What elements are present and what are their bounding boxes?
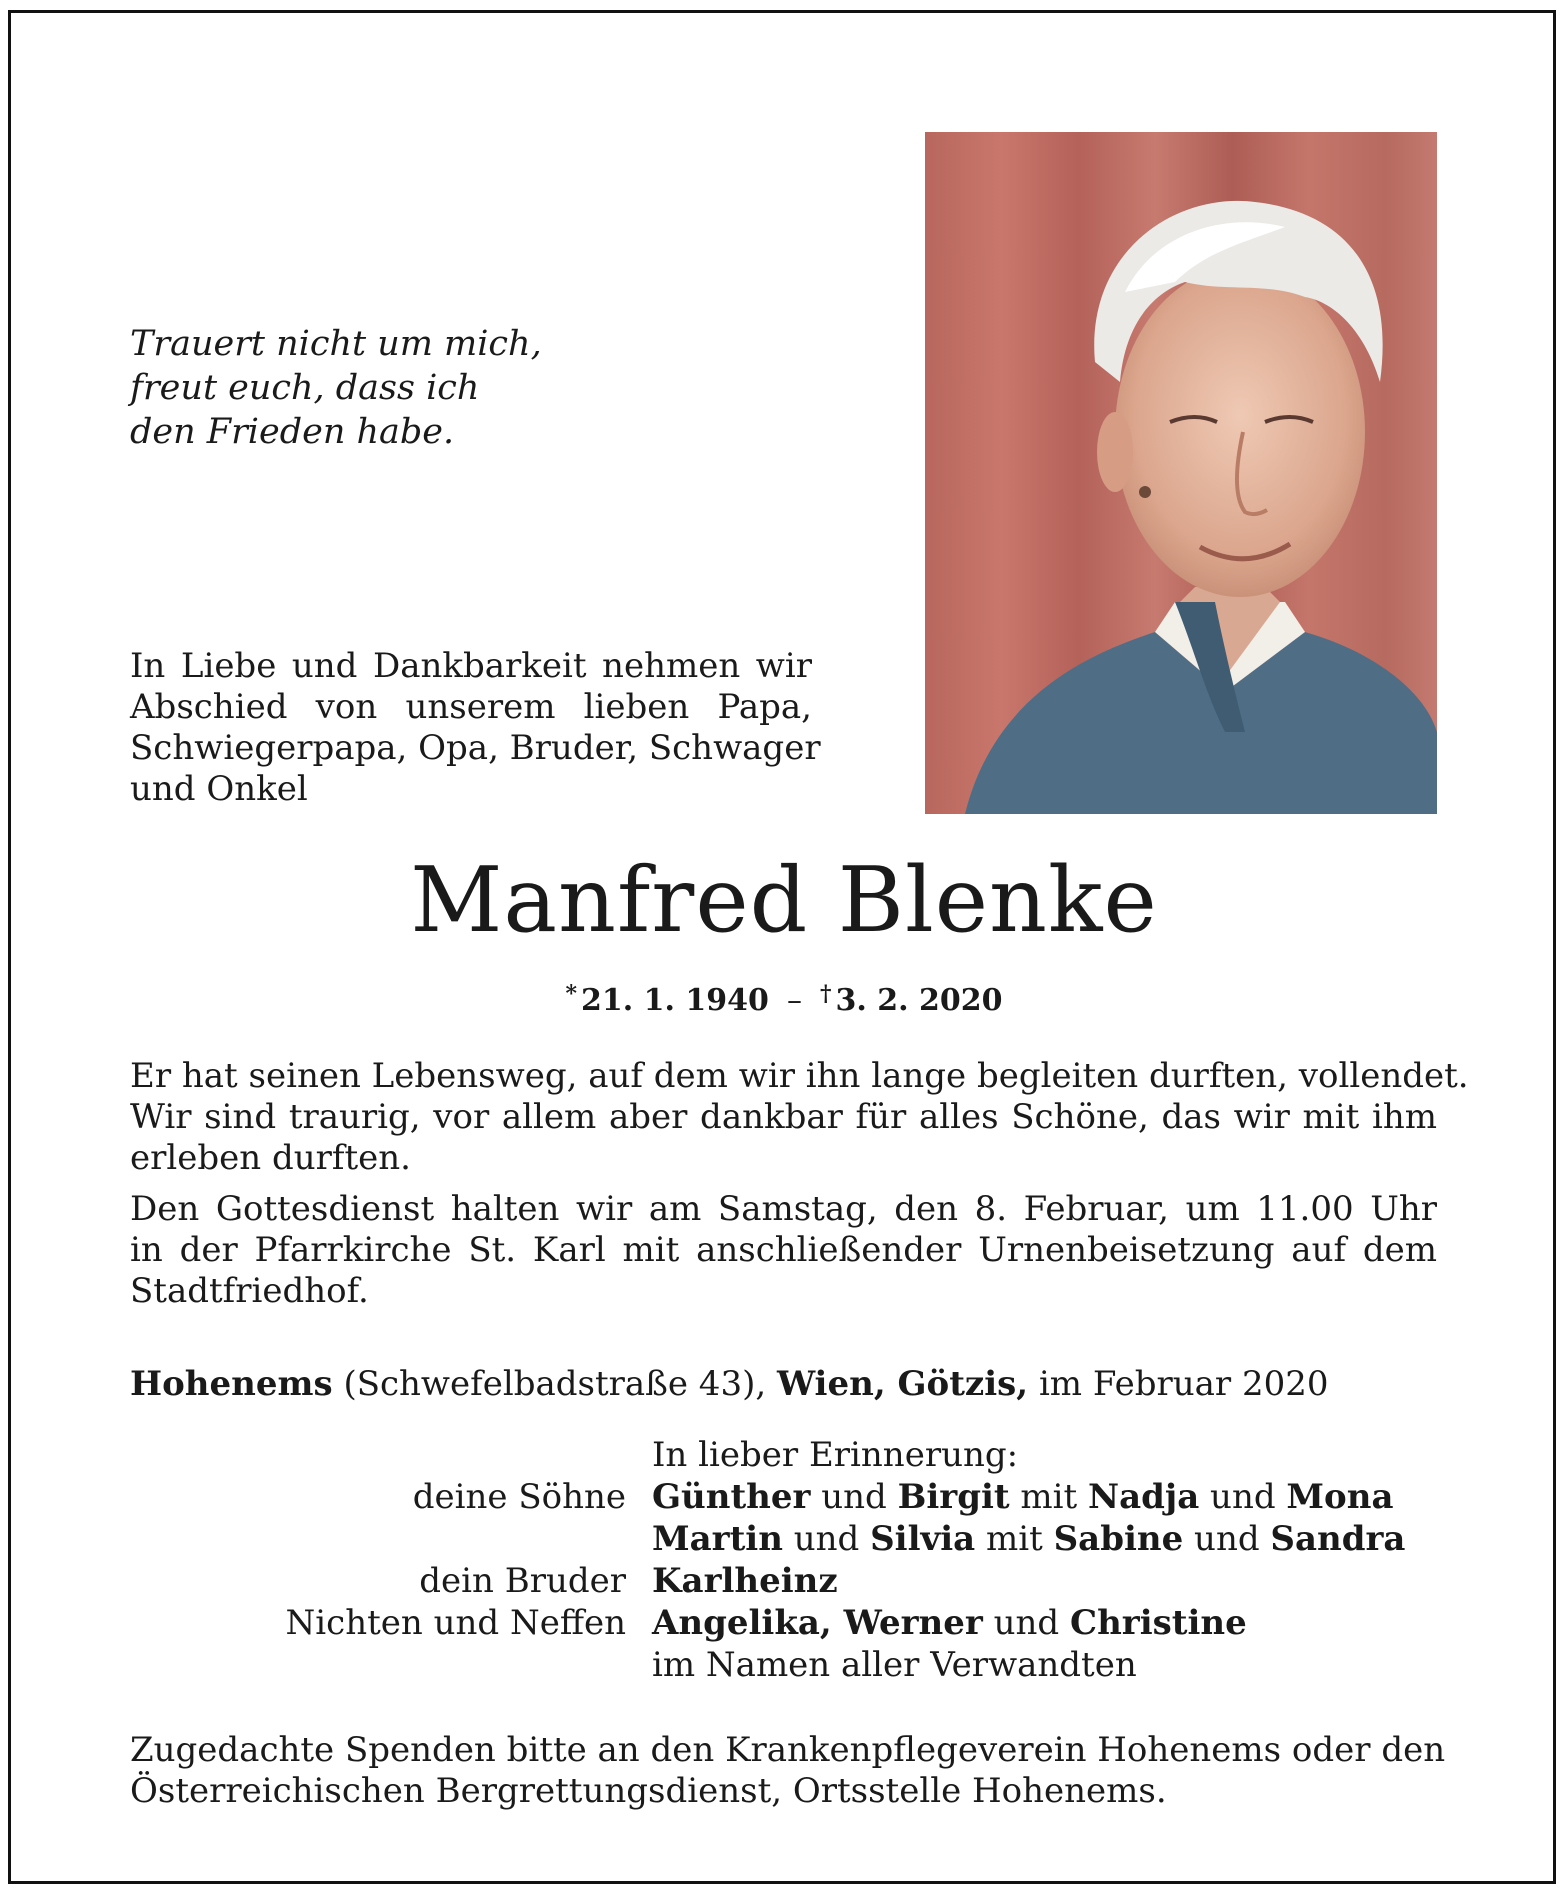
family-member: Sandra bbox=[1270, 1519, 1406, 1559]
family-member: Sabine bbox=[1053, 1519, 1184, 1559]
service-paragraph bbox=[130, 1189, 1437, 1312]
family-member: Günther bbox=[652, 1477, 811, 1517]
life-dates bbox=[0, 972, 1568, 1023]
family-names bbox=[652, 1602, 1247, 1644]
quote-line: Trauert nicht um mich, bbox=[130, 324, 542, 364]
family-member: Angelika, Werner bbox=[652, 1603, 983, 1643]
family-member: Martin bbox=[652, 1519, 783, 1559]
conjunction: und bbox=[993, 1603, 1060, 1643]
place-date: im Februar 2020 bbox=[1038, 1364, 1329, 1404]
conjunction: mit bbox=[1020, 1477, 1078, 1517]
paragraph-line: erleben durften. bbox=[130, 1138, 411, 1178]
family-row bbox=[0, 1434, 1568, 1476]
intro-line: und Onkel bbox=[130, 769, 308, 809]
family-list bbox=[0, 1434, 1568, 1686]
intro-text bbox=[130, 646, 821, 810]
family-member: Birgit bbox=[897, 1477, 1010, 1517]
place-city: Hohenems bbox=[130, 1364, 333, 1404]
quote-line: freut euch, dass ich bbox=[130, 368, 480, 408]
conjunction: mit bbox=[986, 1519, 1043, 1559]
deceased-name: Manfred Blenke bbox=[410, 848, 1158, 953]
quote-line: den Frieden habe. bbox=[130, 412, 455, 452]
conjunction: und bbox=[821, 1477, 887, 1517]
family-row bbox=[0, 1476, 1568, 1518]
conjunction: und bbox=[793, 1519, 860, 1559]
memorial-quote bbox=[130, 322, 590, 454]
place-others: Wien, Götzis, bbox=[776, 1364, 1029, 1404]
family-row bbox=[0, 1602, 1568, 1644]
family-closing: im Namen aller Verwandten bbox=[652, 1645, 1137, 1685]
intro-line: Schwiegerpapa, Opa, Bruder, Schwager bbox=[130, 728, 821, 768]
donation-note bbox=[130, 1730, 1446, 1812]
intro-line: Abschied von unserem lieben Papa, bbox=[130, 687, 812, 727]
death-symbol: † bbox=[819, 981, 832, 1007]
donation-line: Zugedachte Spenden bitte an den Krankenpflegeverein Hohenems oder den bbox=[130, 1730, 1446, 1770]
date-separator: – bbox=[786, 983, 802, 1018]
relation-label: dein Bruder bbox=[419, 1561, 626, 1601]
life-paragraph bbox=[130, 1056, 1469, 1179]
family-member: Nadja bbox=[1088, 1477, 1200, 1517]
paragraph-line: Den Gottesdienst halten wir am Samstag, den 8. Februar, um 11.00 Uhr bbox=[130, 1189, 1437, 1229]
family-member: Silvia bbox=[870, 1519, 976, 1559]
family-heading: In lieber Erinnerung: bbox=[652, 1435, 1019, 1475]
place-address: (Schwefelbadstraße 43), bbox=[343, 1364, 767, 1404]
paragraph-line: Wir sind traurig, vor allem aber dankbar für alles Schöne, das wir mit ihm bbox=[130, 1097, 1437, 1137]
family-row bbox=[0, 1560, 1568, 1602]
family-row bbox=[0, 1644, 1568, 1686]
portrait-photo bbox=[925, 132, 1437, 814]
paragraph-line: Stadtfriedhof. bbox=[130, 1271, 369, 1311]
birth-date: 21. 1. 1940 bbox=[581, 983, 769, 1018]
death-date: 3. 2. 2020 bbox=[835, 983, 1003, 1018]
family-member: Christine bbox=[1070, 1603, 1247, 1643]
family-names bbox=[652, 1518, 1405, 1560]
family-member: Mona bbox=[1286, 1477, 1394, 1517]
conjunction: und bbox=[1210, 1477, 1276, 1517]
relation-label: Nichten und Neffen bbox=[285, 1603, 626, 1643]
relation-label: deine Söhne bbox=[412, 1477, 626, 1517]
family-names bbox=[652, 1560, 838, 1602]
paragraph-line: Er hat seinen Lebensweg, auf dem wir ihn lange begleiten durften, vollendet. bbox=[130, 1056, 1469, 1096]
family-member: Karlheinz bbox=[652, 1561, 838, 1601]
family-names bbox=[652, 1476, 1394, 1518]
conjunction: und bbox=[1194, 1519, 1260, 1559]
birth-symbol: * bbox=[565, 981, 578, 1007]
paragraph-line: in der Pfarrkirche St. Karl mit anschließender Urnenbeisetzung auf dem bbox=[130, 1230, 1437, 1270]
place-and-date bbox=[130, 1362, 1329, 1406]
donation-line: Österreichischen Bergrettungsdienst, Ortsstelle Hohenems. bbox=[130, 1771, 1167, 1811]
family-row bbox=[0, 1518, 1568, 1560]
intro-line: In Liebe und Dankbarkeit nehmen wir bbox=[130, 646, 812, 686]
